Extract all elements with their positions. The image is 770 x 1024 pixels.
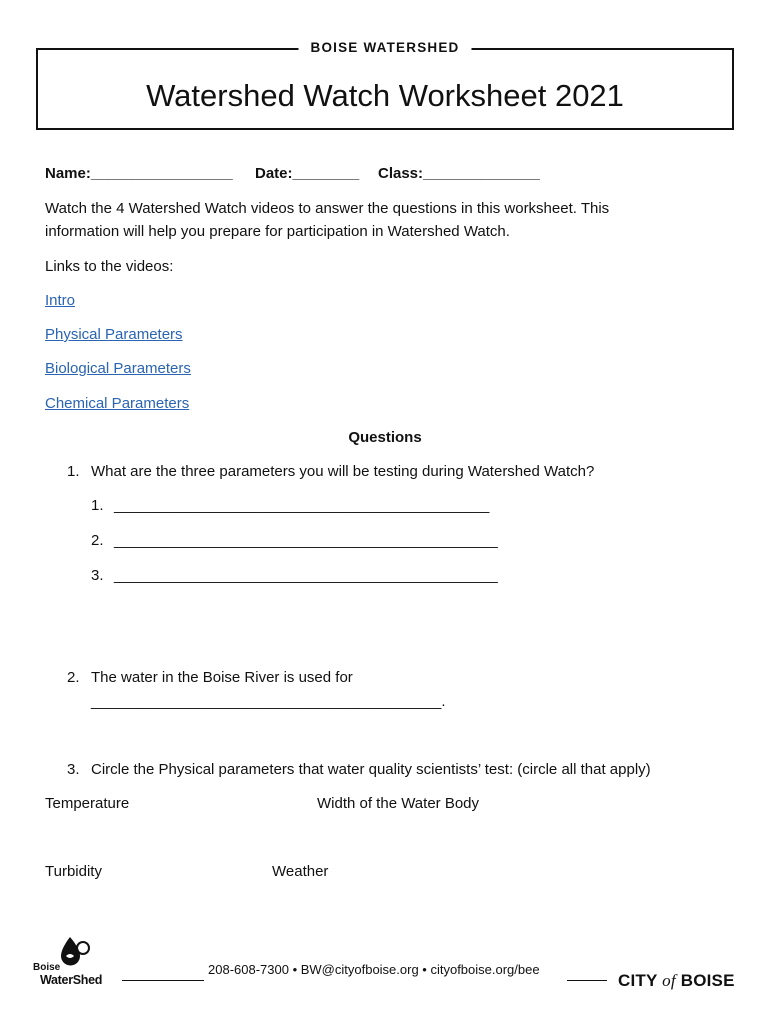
boise-watershed-logo — [32, 936, 112, 990]
date-field: Date:________ — [255, 165, 360, 182]
city-of-boise-logo — [618, 970, 735, 992]
option-turbidity[interactable]: Turbidity — [45, 863, 102, 880]
logo-text-watershed: WaterShed — [40, 973, 103, 987]
of-word: of — [662, 971, 676, 990]
intro-line-1: Watch the 4 Watershed Watch videos to answer the questions in this worksheet. This — [45, 200, 610, 217]
q1-blank-1-number: 1. — [91, 497, 104, 514]
q2-blank[interactable]: __________________________________________. — [91, 693, 446, 710]
q1-blank-2[interactable]: ______________________________________________ — [114, 532, 498, 549]
worksheet-title: Watershed Watch Worksheet 2021 — [146, 78, 624, 113]
q1-text: What are the three parameters you will be testing during Watershed Watch? — [91, 463, 595, 480]
q1-blank-1[interactable]: _____________________________________________ — [114, 497, 490, 514]
name-field: Name:_________________ — [45, 165, 233, 182]
footer-contact: 208-608-7300 • BW@cityofboise.org • cityofboise.org/bee — [208, 962, 540, 977]
q3-number: 3. — [67, 761, 80, 778]
option-temperature[interactable]: Temperature — [45, 795, 130, 812]
footer-rule-right — [567, 980, 607, 981]
logo-text-boise: Boise — [33, 962, 61, 973]
footer-rule-left — [122, 980, 204, 981]
questions-heading: Questions — [348, 429, 422, 446]
link-physical-parameters[interactable]: Physical Parameters — [45, 326, 183, 343]
city-word: CITY — [618, 971, 658, 990]
q1-number: 1. — [67, 463, 80, 480]
q1-blank-2-number: 2. — [91, 532, 104, 549]
intro-line-2: information will help you prepare for participation in Watershed Watch. — [45, 223, 510, 240]
water-drop-icon — [58, 936, 92, 970]
link-biological-parameters[interactable]: Biological Parameters — [45, 360, 191, 377]
boise-word: BOISE — [680, 971, 735, 990]
org-label: BOISE WATERSHED — [298, 40, 471, 55]
option-weather[interactable]: Weather — [272, 863, 329, 880]
q2-text: The water in the Boise River is used for — [91, 669, 353, 686]
link-chemical-parameters[interactable]: Chemical Parameters — [45, 395, 190, 412]
q2-number: 2. — [67, 669, 80, 686]
header-box — [36, 40, 734, 130]
q1-blank-3-number: 3. — [91, 567, 104, 584]
q1-blank-3[interactable]: ______________________________________________ — [114, 567, 498, 584]
link-intro[interactable]: Intro — [45, 292, 76, 309]
option-width-of-water-body[interactable]: Width of the Water Body — [317, 795, 480, 812]
class-field: Class:______________ — [378, 165, 540, 182]
links-label: Links to the videos: — [45, 258, 174, 275]
q3-text: Circle the Physical parameters that water quality scientists’ test: (circle all that apply) — [91, 761, 651, 778]
